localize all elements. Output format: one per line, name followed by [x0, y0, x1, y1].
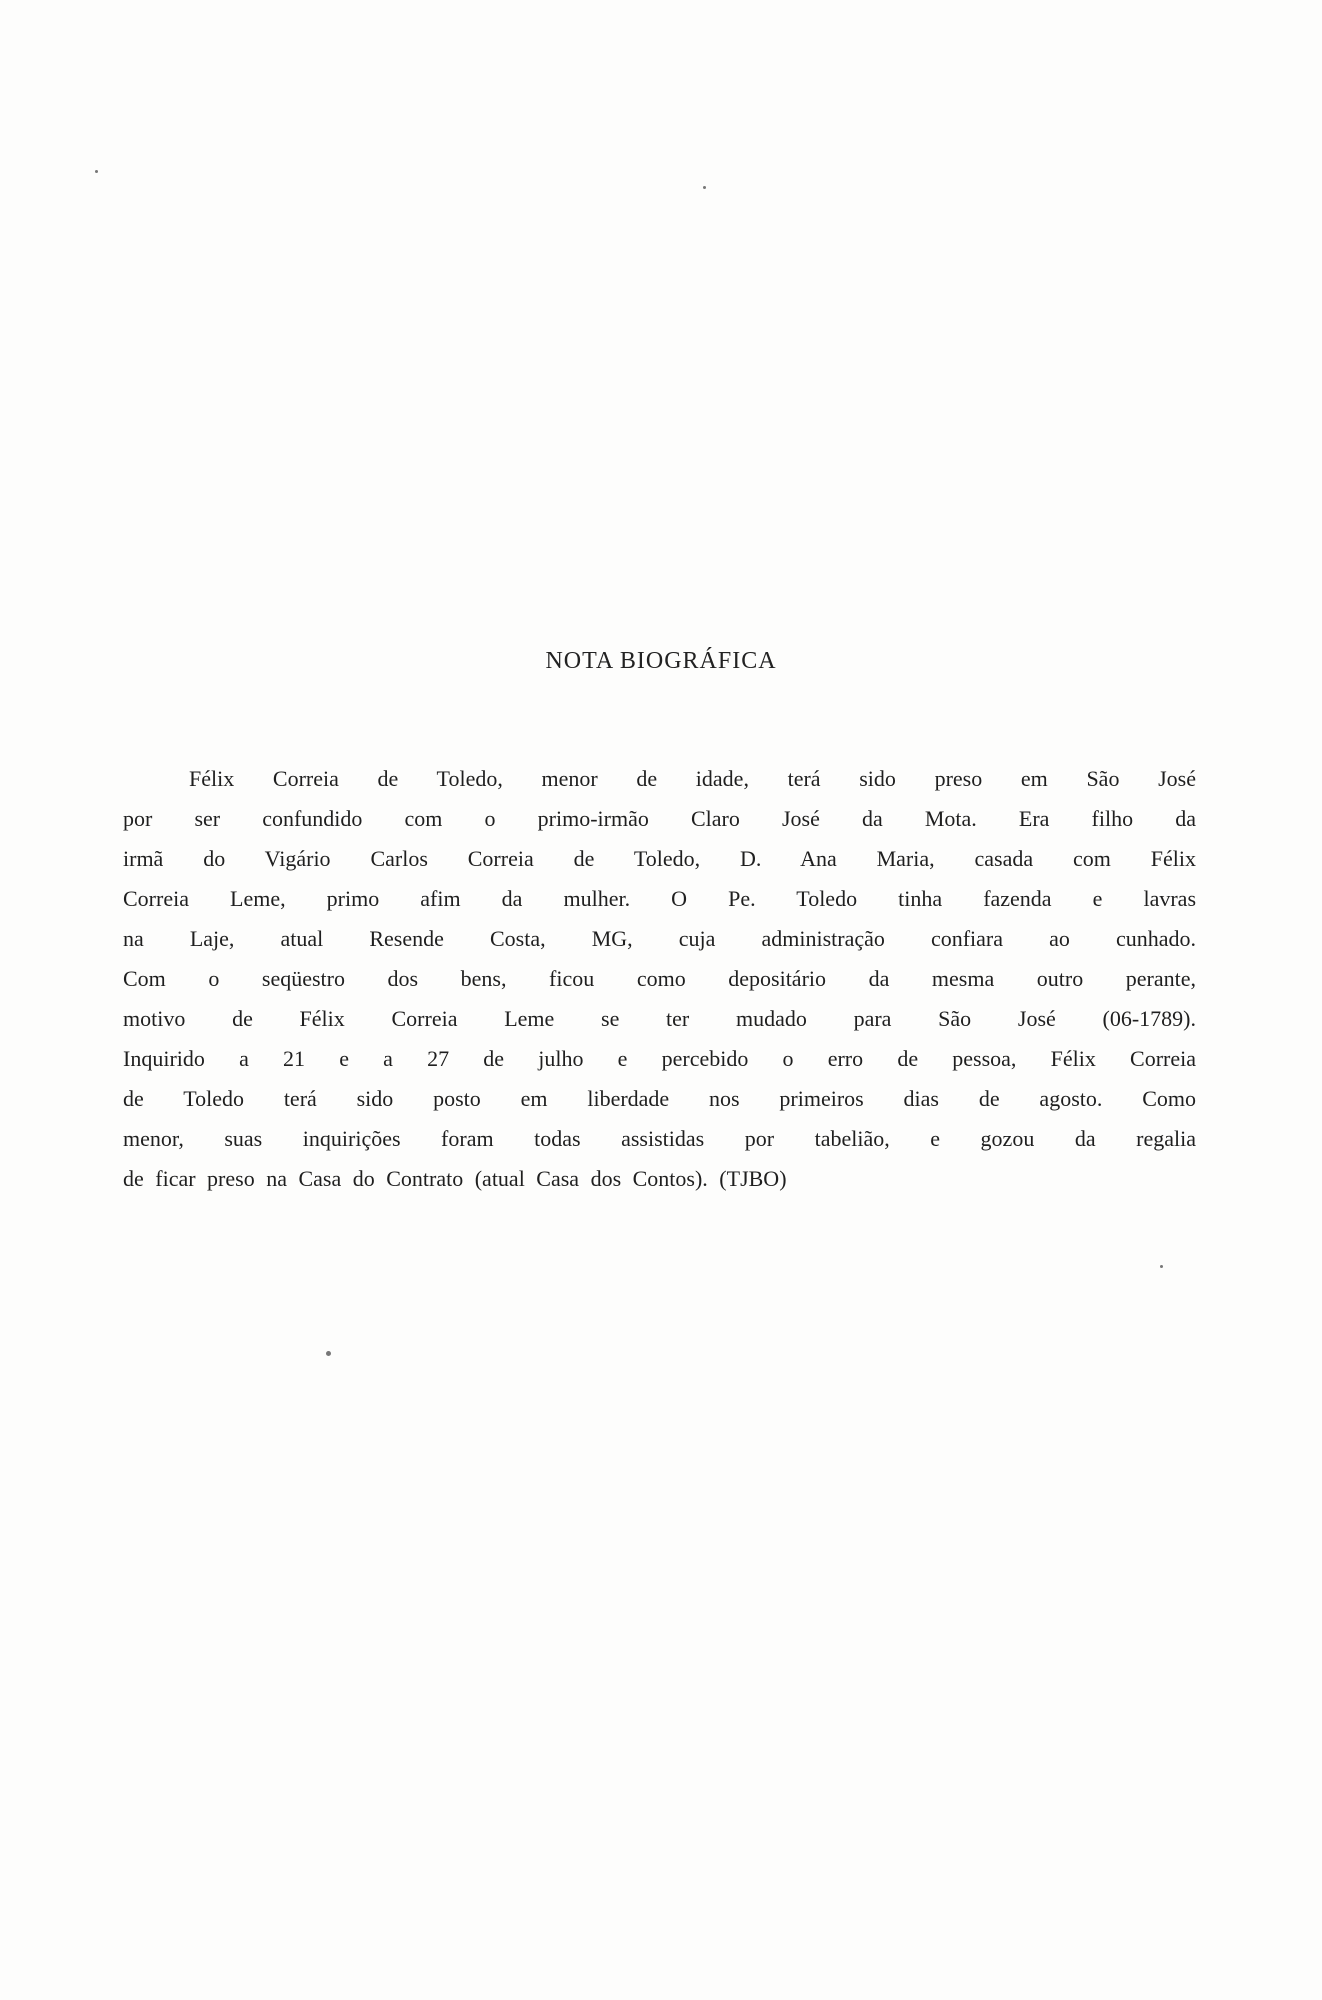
paragraph-line: na Laje, atual Resende Costa, MG, cuja administração confiara ao cunhado.	[123, 926, 1196, 951]
scan-speck	[95, 170, 98, 173]
paragraph-line: de ficar preso na Casa do Contrato (atual Casa dos Contos). (TJBO)	[123, 1166, 787, 1191]
paragraph-line: de Toledo terá sido posto em liberdade nos primeiros dias de agosto. Como	[123, 1086, 1196, 1111]
paragraph-line: Correia Leme, primo afim da mulher. O Pe. Toledo tinha fazenda e lavras	[123, 886, 1196, 911]
scan-speck	[326, 1351, 331, 1356]
paragraph-line: motivo de Félix Correia Leme se ter mudado para São José (06-1789).	[123, 1006, 1196, 1031]
paragraph-line: Com o seqüestro dos bens, ficou como depositário da mesma outro perante,	[123, 966, 1196, 991]
paragraph-line: Inquirido a 21 e a 27 de julho e percebido o erro de pessoa, Félix Correia	[123, 1046, 1196, 1071]
paragraph-line: irmã do Vigário Carlos Correia de Toledo, D. Ana Maria, casada com Félix	[123, 846, 1196, 871]
scan-speck	[703, 186, 706, 189]
paragraph-line: Félix Correia de Toledo, menor de idade, terá sido preso em São José	[189, 766, 1196, 791]
page-title: NOTA BIOGRÁFICA	[545, 648, 777, 674]
paragraph-line: menor, suas inquirições foram todas assistidas por tabelião, e gozou da regalia	[123, 1126, 1196, 1151]
scan-speck	[1160, 1265, 1163, 1268]
paragraph-line: por ser confundido com o primo-irmão Claro José da Mota. Era filho da	[123, 806, 1196, 831]
biography-paragraph	[123, 759, 1196, 1199]
